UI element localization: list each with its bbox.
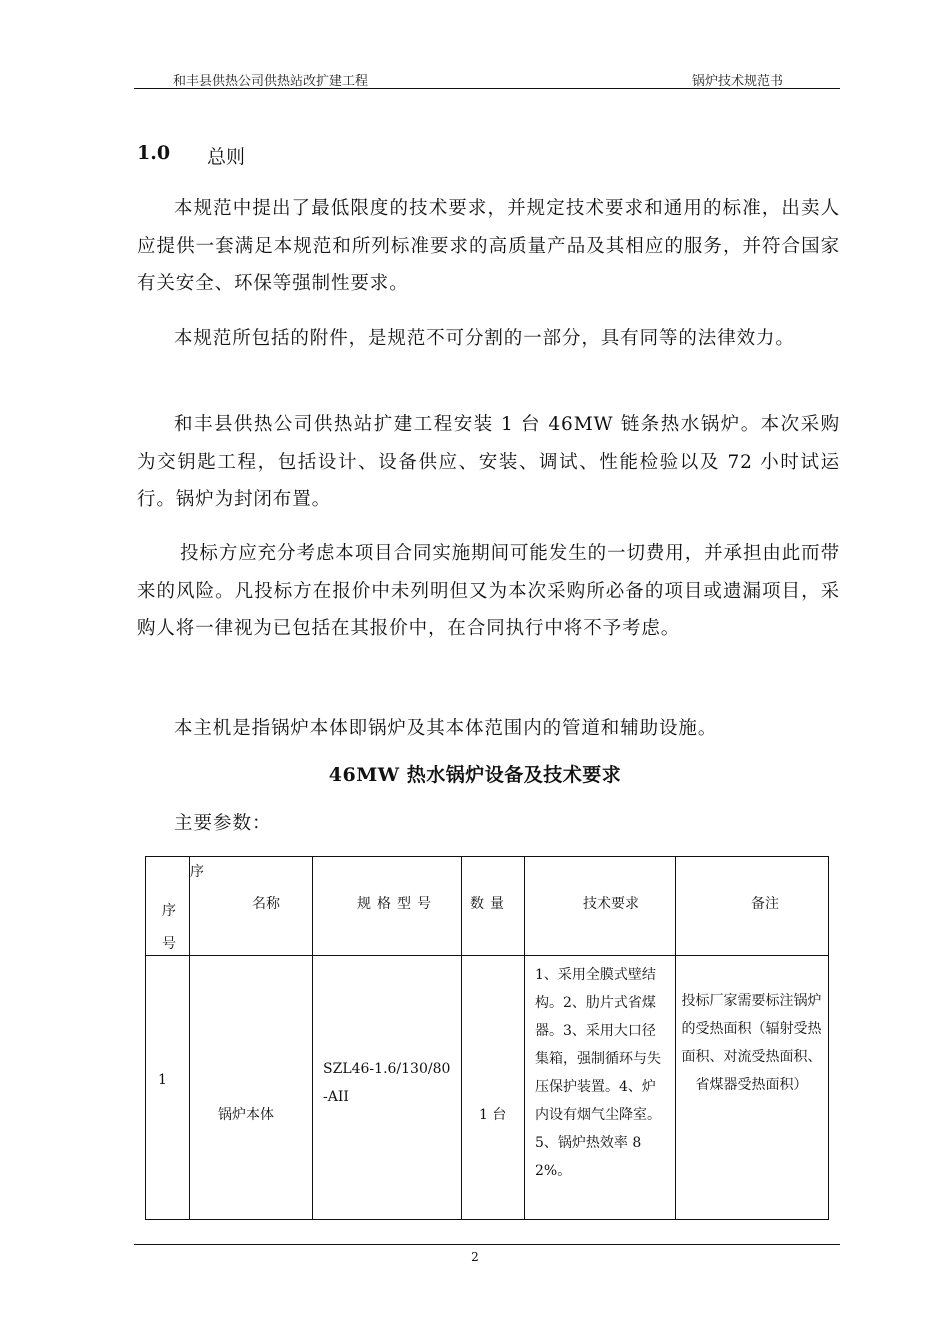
cell-name <box>190 956 313 1220</box>
header-rule <box>134 88 840 89</box>
table-title: 46MW 热水锅炉设备及技术要求 <box>328 764 622 786</box>
header-qty: 数量 <box>470 896 510 912</box>
table-row <box>146 956 829 1220</box>
paragraph-3: 和丰县供热公司供热站扩建工程安装 1 台 46MW 链条热水锅炉。本次采购为交钥匙工程，包括设计、设备供应、安装、调试、性能检验以及 72 小时试运行。锅炉为封闭布置。 <box>137 414 840 510</box>
header-tech: 技术要求 <box>583 896 639 912</box>
section-number: 1.0 <box>137 142 171 164</box>
paragraph-4: 投标方应充分考虑本项目合同实施期间可能发生的一切费用，并承担由此而带来的风险。凡投标方在报价中未列明但又为本次采购所必备的项目或遗漏项目，采购人将一律视为已包括在其报价中，在合同执行中将不予考虑。 <box>137 543 840 639</box>
header-cell-qty <box>462 857 525 956</box>
header-note: 备注 <box>751 896 779 912</box>
header-cell-spec <box>313 857 462 956</box>
paragraph-2: 本规范所包括的附件，是规范不可分割的一部分，具有同等的法律效力。 <box>174 328 795 349</box>
cell-note <box>676 956 829 1220</box>
paragraph-5: 本主机是指锅炉本体即锅炉及其本体范围内的管道和辅助设施。 <box>174 718 718 739</box>
cell-no <box>146 956 190 1220</box>
header-name: 名称 <box>252 896 280 912</box>
row-tech: 1、采用全膜式壁结构。2、肋片式省煤器。3、采用大口径集箱，强制循环与失压保护装置。4、炉内设有烟气尘降室。5、锅炉热效率 82%。 <box>535 967 661 1179</box>
row-spec: SZL46-1.6/130/80-AII <box>323 1061 451 1105</box>
header-no: 序号 <box>162 903 176 952</box>
header-cell-tech <box>525 857 676 956</box>
cell-qty <box>462 956 525 1220</box>
header-cell-note <box>676 857 829 956</box>
header-project-title: 和丰县供热公司供热站改扩建工程 <box>173 74 369 89</box>
header-stray-xu: 序 <box>190 864 204 880</box>
section-title: 总则 <box>207 146 246 168</box>
params-label: 主要参数： <box>174 813 272 834</box>
section-heading <box>137 142 246 168</box>
header-cell-no <box>146 857 190 956</box>
header-doc-title: 锅炉技术规范书 <box>692 74 784 89</box>
table-header-row <box>146 857 829 956</box>
header-cell-name <box>190 857 313 956</box>
row-note: 投标厂家需要标注锅炉的受热面积（辐射受热面积、对流受热面积、省煤器受热面积） <box>681 993 822 1093</box>
footer-rule <box>134 1244 840 1245</box>
cell-tech <box>525 956 676 1220</box>
header-spec: 规格型号 <box>357 896 437 912</box>
spec-table <box>145 856 829 1220</box>
row-qty: 1 台 <box>479 1107 507 1123</box>
paragraph-1: 本规范中提出了最低限度的技术要求，并规定技术要求和通用的标准，出卖人应提供一套满足本规范和所列标准要求的高质量产品及其相应的服务，并符合国家有关安全、环保等强制性要求。 <box>137 198 840 294</box>
row-no: 1 <box>158 1072 167 1088</box>
row-name: 锅炉本体 <box>218 1107 274 1123</box>
page-number: 2 <box>471 1250 479 1264</box>
cell-spec <box>313 956 462 1220</box>
